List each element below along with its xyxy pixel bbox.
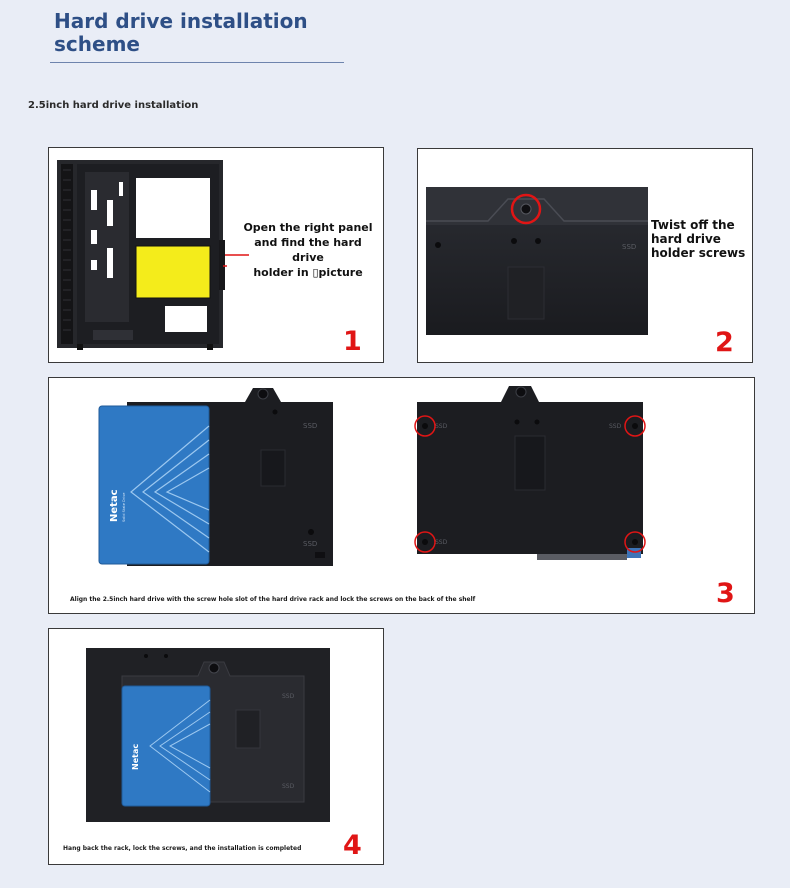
step-2-panel xyxy=(417,148,753,363)
step-1-number: 1 xyxy=(343,326,362,357)
step-1-caption-line-2: and find the hard drive xyxy=(254,236,362,264)
step-1-caption xyxy=(237,220,379,280)
ssd-marking: SSD xyxy=(282,783,295,790)
ssd-marking: SSD xyxy=(282,693,295,700)
step-1-caption-line-3: holder in ▯picture xyxy=(253,266,363,279)
step-3-number: 3 xyxy=(716,578,735,609)
ssd-brand-label: Netac xyxy=(131,743,140,770)
step-4-number: 4 xyxy=(343,830,362,861)
step-2-number: 2 xyxy=(715,327,734,358)
ssd-marking: SSD xyxy=(622,243,637,251)
section-subtitle: 2.5inch hard drive installation xyxy=(28,100,199,111)
pc-case-illustration xyxy=(57,160,227,352)
step-3-caption: Align the 2.5inch hard drive with the screw hole slot of the hard drive rack and lock the screws on the back of the shelf xyxy=(70,596,476,603)
ssd-marking: SSD xyxy=(303,540,318,548)
step-1-caption-line-1: Open the right panel xyxy=(243,221,373,234)
ssd-marking: SSD xyxy=(609,423,622,430)
ssd-marking: SSD xyxy=(303,422,318,430)
step-2-caption-line-2: hard drive xyxy=(651,232,721,246)
title-line-1: Hard drive installation xyxy=(54,9,308,33)
ssd-marking: SSD xyxy=(435,539,448,546)
drive-on-rack-photo xyxy=(97,382,387,572)
step-2-caption-line-1: Twist off the xyxy=(651,218,735,232)
title-underline xyxy=(50,62,344,63)
ssd-marking: SSD xyxy=(435,423,448,430)
holder-closeup-photo xyxy=(426,187,648,335)
step-2-caption-line-3: holder screws xyxy=(651,246,746,260)
step-1-panel xyxy=(48,147,384,363)
title-line-2: scheme xyxy=(54,32,140,56)
step-4-caption: Hang back the rack, lock the screws, and the installation is completed xyxy=(63,845,302,852)
step-3-panel xyxy=(48,377,755,614)
ssd-brand-tagline: Solid State Drive xyxy=(122,492,126,522)
page-title xyxy=(54,10,308,56)
installed-drive-photo xyxy=(86,648,330,822)
ssd-brand-label: Netac xyxy=(109,489,120,522)
rack-back-photo xyxy=(409,382,649,572)
step-4-panel xyxy=(48,628,384,865)
step-2-caption xyxy=(651,218,745,260)
